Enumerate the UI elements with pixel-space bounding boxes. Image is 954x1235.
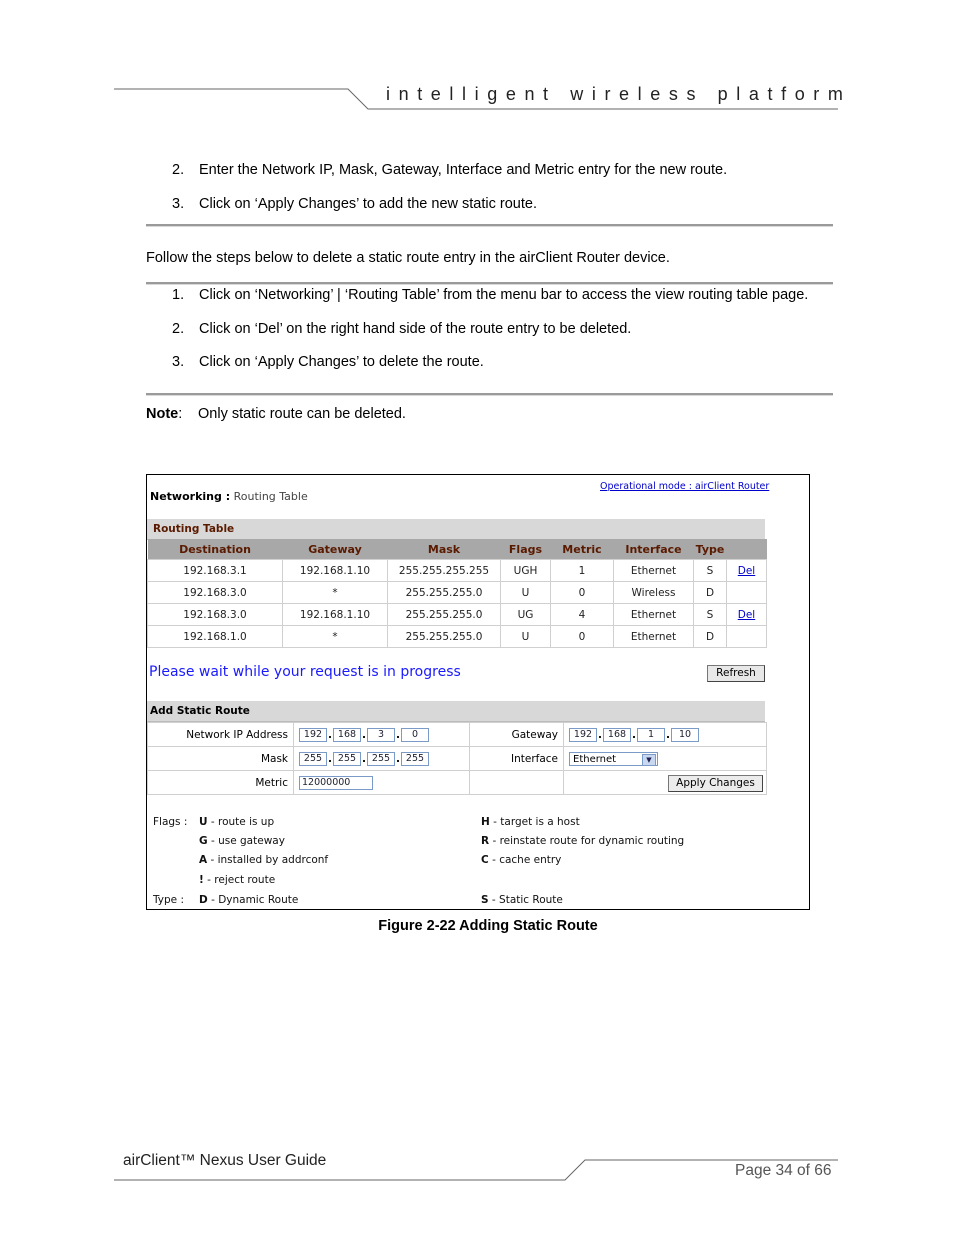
routing-table-header: Routing Table (147, 519, 765, 540)
flags-legend-label: Flags : (153, 816, 188, 828)
legend-item: D - Dynamic Route (199, 894, 299, 906)
network-ip-field: 192 . 168 . 3 . 0 (294, 723, 470, 747)
note-colon: : (178, 406, 183, 422)
section-rule (146, 224, 833, 227)
note-label: Note (146, 406, 179, 422)
metric-label: Metric (148, 771, 294, 795)
table-header-row (148, 539, 767, 560)
type-legend-label: Type : (153, 894, 184, 906)
legend-item: S - Static Route (481, 894, 563, 906)
interface-select[interactable]: Ethernet ▼ (569, 752, 658, 766)
routing-table (147, 539, 767, 648)
mask-label: Mask (148, 747, 294, 771)
form-row (148, 747, 767, 771)
gateway-octet-3[interactable]: 1 (637, 728, 665, 742)
header-tagline: intelligent wireless platform (386, 84, 852, 104)
gateway-octet-1[interactable]: 192 (569, 728, 597, 742)
legend-item: H - target is a host (481, 816, 580, 828)
network-ip-octet-2[interactable]: 168 (333, 728, 361, 742)
col-interface: Interface (614, 539, 694, 560)
table-row: 192.168.3.0 192.168.1.10 255.255.255.0 UG 4 Ethernet S Del (148, 604, 767, 626)
legend-item: ! - reject route (199, 874, 276, 886)
table-row: 192.168.1.0 * 255.255.255.0 U 0 Ethernet D (148, 626, 767, 648)
col-flags: Flags (501, 539, 551, 560)
chevron-down-icon: ▼ (642, 754, 656, 766)
legend-item: R - reinstate route for dynamic routing (481, 835, 685, 847)
gateway-octet-2[interactable]: 168 (603, 728, 631, 742)
page-title: Networking : Routing Table (150, 490, 308, 503)
apply-changes-button[interactable]: Apply Changes (668, 775, 763, 792)
operational-mode-link[interactable]: Operational mode : airClient Router (600, 481, 770, 492)
col-type: Type (694, 539, 727, 560)
legend-item: U - route is up (199, 816, 275, 828)
network-ip-octet-4[interactable]: 0 (401, 728, 429, 742)
form-row (148, 723, 767, 747)
add-static-route-header: Add Static Route (147, 701, 765, 722)
col-mask: Mask (388, 539, 501, 560)
gateway-field: 192 . 168 . 1 . 10 (564, 723, 767, 747)
network-ip-octet-1[interactable]: 192 (299, 728, 327, 742)
legend-item: C - cache entry (481, 854, 562, 866)
note-text: Only static route can be deleted. (198, 406, 406, 422)
routing-table-screenshot (146, 474, 810, 910)
metric-input[interactable]: 12000000 (299, 776, 373, 790)
col-metric: Metric (551, 539, 614, 560)
network-ip-octet-3[interactable]: 3 (367, 728, 395, 742)
legend-item: A - installed by addrconf (199, 854, 329, 866)
refresh-button[interactable]: Refresh (707, 665, 765, 682)
mask-octet-2[interactable]: 255 (333, 752, 361, 766)
section-rule (146, 282, 833, 285)
gateway-octet-4[interactable]: 10 (671, 728, 699, 742)
table-row: 192.168.3.1 192.168.1.10 255.255.255.255 UGH 1 Ethernet S Del (148, 560, 767, 582)
section-rule (146, 393, 833, 396)
delete-intro: Follow the steps below to delete a static route entry in the airClient Router device. (146, 250, 670, 266)
mask-octet-3[interactable]: 255 (367, 752, 395, 766)
col-action (727, 539, 767, 560)
del-link[interactable]: Del (737, 608, 756, 621)
footer-page-number: Page 34 of 66 (735, 1162, 832, 1179)
interface-label: Interface (470, 747, 564, 771)
wait-message: Please wait while your request is in progress (149, 664, 461, 680)
col-destination: Destination (148, 539, 283, 560)
network-ip-label: Network IP Address (148, 723, 294, 747)
gateway-label: Gateway (470, 723, 564, 747)
mask-field: 255 . 255 . 255 . 255 (294, 747, 470, 771)
legend-item: G - use gateway (199, 835, 285, 847)
note (146, 406, 406, 422)
table-row: 192.168.3.0 * 255.255.255.0 U 0 Wireless D (148, 582, 767, 604)
del-link[interactable]: Del (737, 564, 756, 577)
mask-octet-1[interactable]: 255 (299, 752, 327, 766)
figure-caption: Figure 2-22 Adding Static Route (378, 918, 598, 934)
col-gateway: Gateway (283, 539, 388, 560)
mask-octet-4[interactable]: 255 (401, 752, 429, 766)
footer-guide-title: airClient™ Nexus User Guide (123, 1152, 327, 1169)
